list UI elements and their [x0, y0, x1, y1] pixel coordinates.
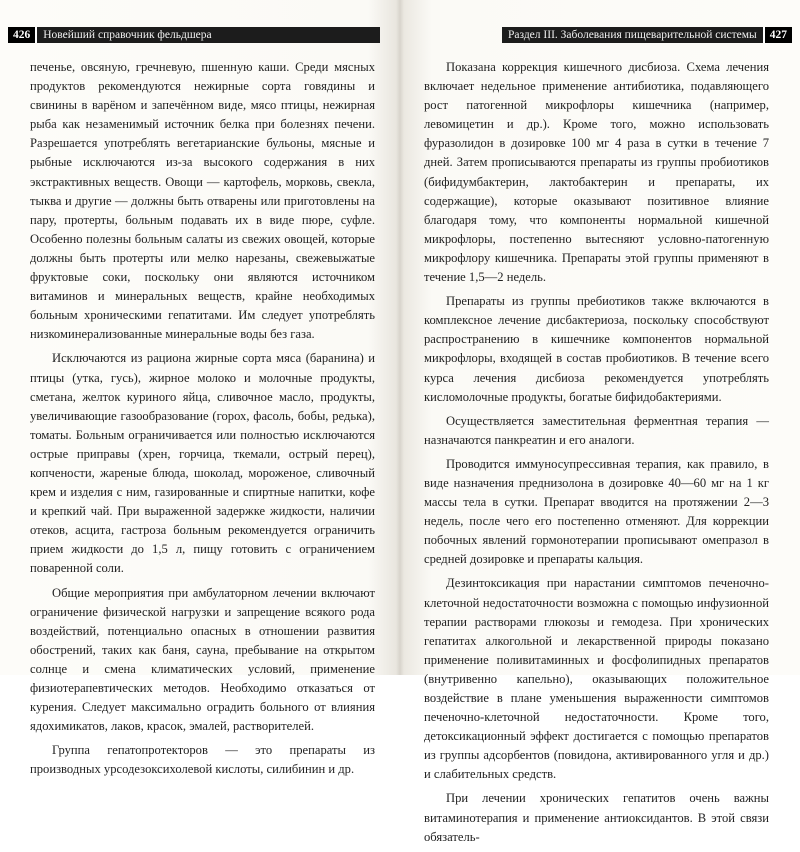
paragraph: Группа гепатопротекторов — это препараты из производных урсодезоксихолевой кислоты, силибинин и др. — [30, 743, 375, 777]
paragraph: Общие мероприятия при амбулаторном лечении включают ограничение физической нагрузки и запрещение всякого рода воздействий, потенциально опасных в отношении развития обострений, таких как баня, сауна, пребывание на открытом солнце и смена климатических условий, применение физиотерапевтических методов. Необходимо отказаться от курения. Следует максимально оградить больного от влияния ядохимикатов, лаков, красок, эмалей, растворителей. — [30, 585, 375, 734]
right-page-number: 427 — [763, 27, 792, 43]
right-page-header — [502, 27, 792, 43]
paragraph: Дезинтоксикация при нарастании симптомов печеночно-клеточной недостаточности возможна с помощью инфузионной терапии растворами глюкозы и гемодеза. При хронических гепатитах алкогольной и лекарственной природы показано применение поливитаминных и фосфолипидных препаратов (внутривенно капельно), оказывающих положительное воздействие в плане уменьшения выраженности симптомов печеночно-клеточной недостаточности. Кроме того, детоксикационный эффект достигается с помощью препаратов из группы адсорбентов (повидона, активированного угля и др.) и слабительных средств. — [424, 576, 769, 782]
right-running-title: Раздел III. Заболевания пищеварительной системы — [508, 29, 757, 41]
left-page-number: 426 — [8, 27, 37, 43]
right-page-body — [424, 58, 769, 852]
left-page-header — [8, 27, 380, 43]
paragraph: Проводится иммуносупрессивная терапия, как правило, в виде назначения преднизолона в дозировке 40—60 мг на 1 кг массы тела в сутки. Препарат вводится на протяжении 2—3 недель, после чего его постепенно отменяют. Для коррекции побочных явлений гормонотерапии прописывают омепразол в средней дозировке и препараты кальция. — [424, 456, 769, 567]
left-page-body — [30, 58, 375, 784]
left-page — [0, 0, 398, 777]
paragraph: Препараты из группы пребиотиков также включаются в комплексное лечение дисбактериоза, поскольку способствуют распространению в кишечнике компонентов нормальной микрофлоры, входящей в состав пробиотиков. В течение всего курса лечения дисбиоза рекомендуется употреблять кисломолочные продукты, богатые бифидобактериями. — [424, 294, 769, 404]
right-page — [402, 0, 800, 844]
paragraph: При лечении хронических гепатитов очень важны витаминотерапия и применение антиоксидантов. В этой связи обязатель- — [424, 791, 769, 844]
paragraph: Осуществляется заместительная ферментная терапия — назначаются панкреатин и его аналоги. — [424, 413, 769, 447]
paragraph: Показана коррекция кишечного дисбиоза. Схема лечения включает недельное применение антибиотика, подавляющего рост патогенной микрофлоры кишечника (например, левомицетин и др.). Кроме того, можно использовать фуразолидон в дозировке 100 мг 4 раза в сутки в течение 7 дней. Затем прописываются препараты из группы пробиотиков (бифидумбактерин, лактобактерин и препараты, их содержащие), которые оказывают позитивное влияние благодаря тому, что компоненты нормальной кишечной микрофлоры, постепенно вытесняют условно-патогенную микрофлору кишечника. Препараты этой группы применяют в течение 1,5—2 недель. — [424, 60, 769, 285]
paragraph: Исключаются из рациона жирные сорта мяса (баранина) и птицы (утка, гусь), жирное молоко и молочные продукты, сметана, желток куриного яйца, сливочное масло, продукты, увеличивающие газообразование (горох, фасоль, бобы, редька), томаты. Больным ограничивается или полностью исключаются острые приправы (хрен, горчица, ткемали, острый перец), копчености, жареные блюда, шоколад, мороженое, сливочный крем и изделия с ним, газированные и спиртные напитки, кофе и крепкий чай. При выраженной задержке жидкости, наличии отеков, асцита, гастроза больным рекомендуется ограничить прием жидкости до 1,5 л, пищу готовить с ограничением поваренной соли. — [30, 351, 375, 576]
paragraph: печенье, овсяную, гречневую, пшенную каши. Среди мясных продуктов рекомендуются нежирные сорта говядины и свинины в варёном и запечённом виде, мясо птицы, нежирная рыба как незаменимый источник белка при болезнях печени. Разрешается употреблять вегетарианские бульоны, мясные и рыбные исключаются из-за высокого содержания в них экстрактивных веществ. Овощи — картофель, морковь, свекла, тыква и другие — должны быть отварены или приготовлены на пару, протерты, больным подавать их в виде пюре, суфле. Особенно полезны больным салаты из свежих овощей, которые должны быть протерты или мелко нарезаны, свежевыжатые фруктовые соки, поскольку они являются источником витаминов и минеральных веществ, крайне необходимых больным хроническими гепатитами. Им следует употреблять низкоминерализованные минеральные воды без газа. — [30, 60, 375, 342]
left-running-title: Новейший справочник фельдшера — [43, 29, 212, 41]
